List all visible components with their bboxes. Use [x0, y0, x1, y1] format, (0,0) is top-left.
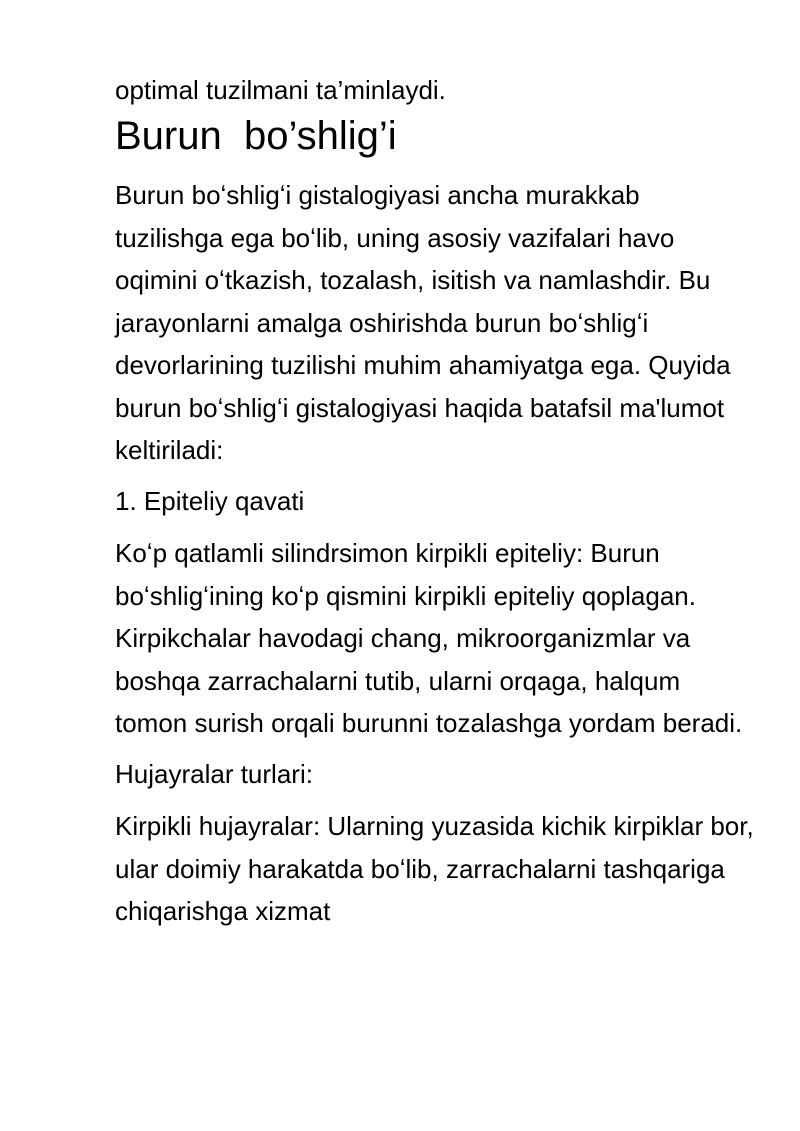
- epithelium-paragraph: Koʻp qatlamli silindrsimon kirpikli epiteliy: Burun boʻshligʻining koʻp qismini kirpikli epiteliy qoplagan. Kirpikchalar havodagi chang, mikroorganizmlar va boshqa zarrachalarni tutib, ularni orqaga, halqum tomon surish orqali burunni tozalashga yordam beradi.: [115, 538, 743, 738]
- document-page: [115, 70, 755, 941]
- section-heading: Burun bo’shlig’i: [115, 114, 397, 158]
- intro-paragraph: Burun boʻshligʻi gistalogiyasi ancha murakkab tuzilishga ega boʻlib, uning asosiy vazifalari havo oqimini oʻtkazish, tozalash, isitish va namlashdir. Bu jarayonlarni amalga oshirishda burun boʻshligʻi devorlarining tuzilishi muhim ahamiyatga ega. Quyida burun boʻshligʻi gistalogiyasi haqida batafsil ma'lumot keltiriladi:: [115, 180, 731, 465]
- continuation-line: optimal tuzilmani ta’minlaydi.: [115, 75, 446, 105]
- ciliated-cells-paragraph: Kirpikli hujayralar: Ularning yuzasida kichik kirpiklar bor, ular doimiy harakatda boʻlib, zarrachalarni tashqariga chiqarishga xizmat: [115, 811, 754, 926]
- subsection-title-epithelium: 1. Epiteliy qavati: [115, 485, 305, 516]
- cell-types-label: Hujayralar turlari:: [115, 758, 313, 789]
